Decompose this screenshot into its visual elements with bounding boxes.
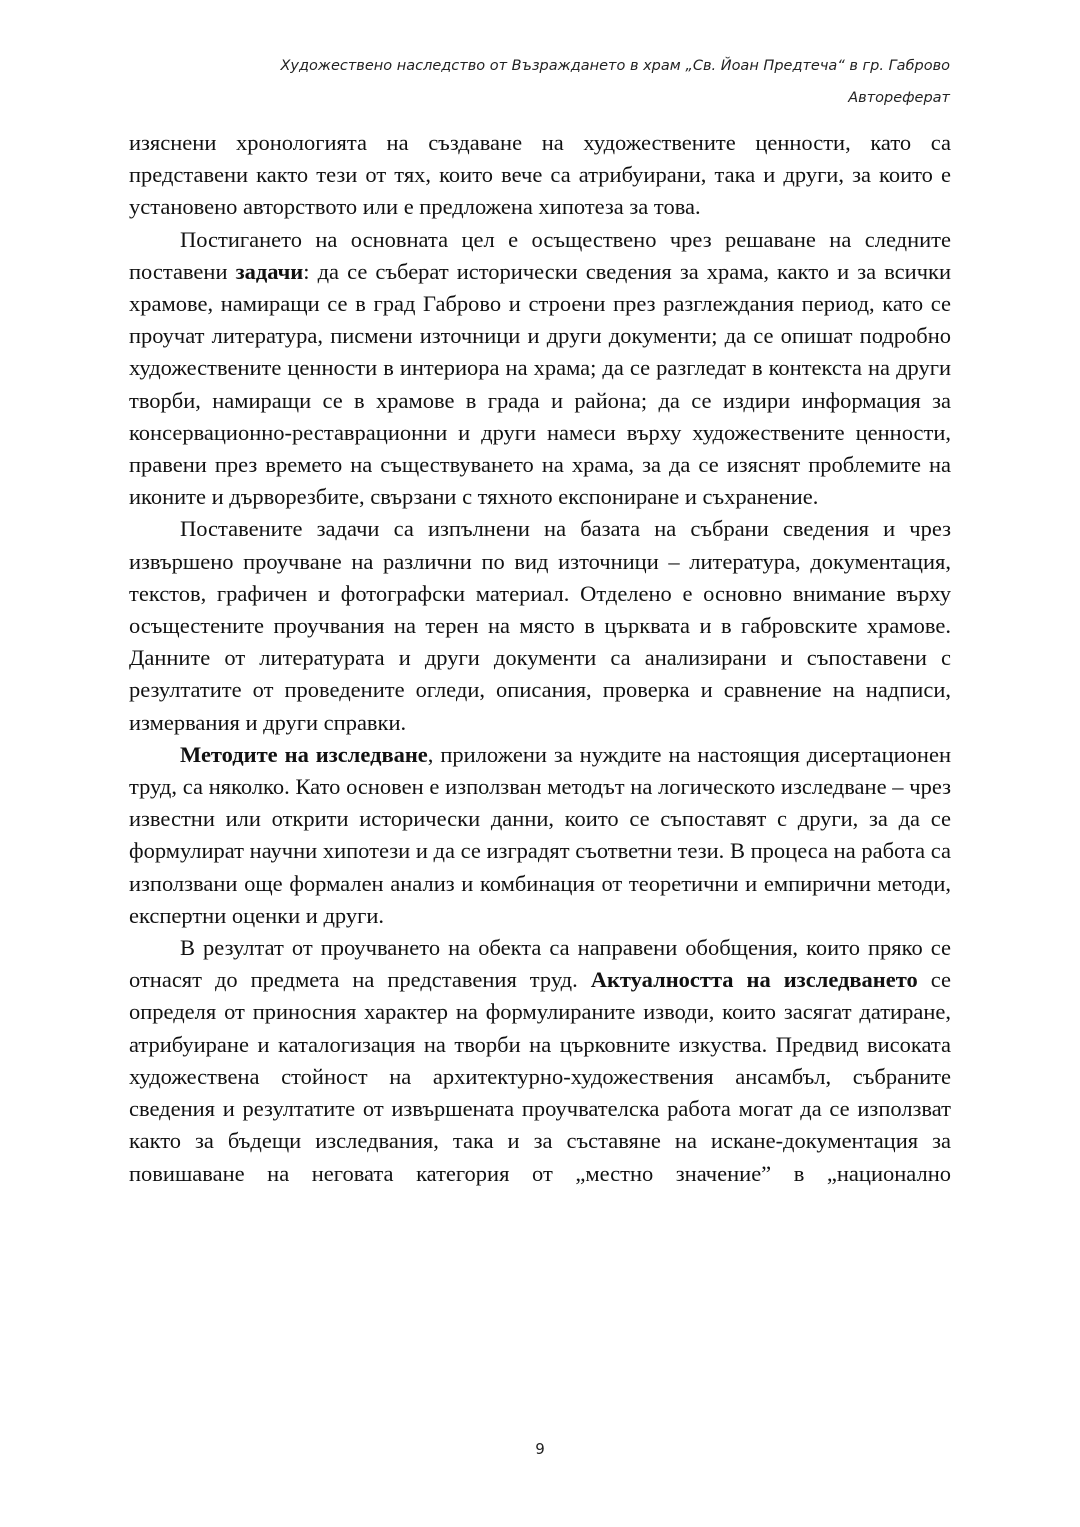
page-number: 9: [535, 1440, 545, 1458]
paragraph-relevance-lead: В резултат от проучването на обекта са направени обобщения, които пряко се отнасят до предмета на представения труд.: [129, 935, 951, 993]
paragraph-1: [129, 127, 951, 224]
relevance-term: Актуалността на изследването: [590, 967, 918, 993]
paragraph-methods-body: , приложени за нуждите на настоящия дисертационен труд, са няколко. Като основен е използван методът на логическото изследване – чрез известни или открити исторически данни, които се съпоставят с други, за да се формулират научни хипотези и да се изградят съответни тези. В процеса на работа са използвани още формален анализ и комбинация от теоретични и емпирични методи, експертни оценки и други.: [129, 741, 951, 928]
paragraph-sources-text: Поставените задачи са изпълнени на базата на събрани сведения и чрез извършено проучване на различни по вид източници – литература, документация, текстов, графичен и фотографски материал. Отделено е основно внимание върху осъщестените проучвания на терен на място в църквата и в габровските храмове. Данните от литературата и други документи са анализирани и съпоставени с резултатите от проведените огледи, описания, проверка и сравнение на надписи, измервания и други справки.: [129, 516, 951, 735]
running-header: [280, 50, 950, 114]
methods-term: Методите на изследване: [180, 741, 428, 767]
paragraph-relevance: [129, 932, 951, 1190]
body-text: [129, 127, 951, 1190]
header-subtitle: Автореферат: [848, 90, 950, 106]
paragraph-1-text: изяснени хронологията на създаване на художествените ценности, като са представени както тези от тях, които вече са атрибуирани, така и други, за които е установено авторството или е предложена хипотеза за това.: [129, 130, 951, 220]
paragraph-relevance-body: се определя от приносния характер на формулираните изводи, които засягат датиране, атрибуиране и каталогизация на творби на църковните изкуства. Предвид високата художествена стойност на архитектурно-художествения ансамбъл, събраните сведения и резултатите от извършената проучвателска работа могат да се използват както за бъдещи изследвания, така и за съставяне на искане-документация за повишаване на неговата категория от „местно значение” в „национално: [129, 967, 951, 1186]
paragraph-methods: [129, 739, 951, 932]
paragraph-tasks-body: : да се съберат исторически сведения за храма, както и за всички храмове, намиращи се в град Габрово и строени през разглеждания период, като се проучат литература, писмени източници и други документи; да се опишат подробно художествените ценности в интериора на храма; да се разгледат в контекста на други творби, намиращи се в храмове в града и района; да се издири информация за консервационно-реставрационни и други намеси върху художествените ценности, правени през времето на съществуването на храма, за да се изяснят проблемите на иконите и дърворезбите, свързани с тяхното експониране и съхранение.: [129, 258, 952, 510]
tasks-term: задачи: [235, 258, 304, 284]
paragraph-tasks: [129, 224, 951, 514]
paragraph-sources: [129, 513, 951, 738]
paragraph-tasks-lead: Постигането на основната цел е осъществено чрез решаване на следните поставени: [129, 226, 951, 284]
header-title: Художествено наследство от Възраждането в храм „Св. Йоан Предтеча“ в гр. Габрово: [280, 58, 950, 74]
